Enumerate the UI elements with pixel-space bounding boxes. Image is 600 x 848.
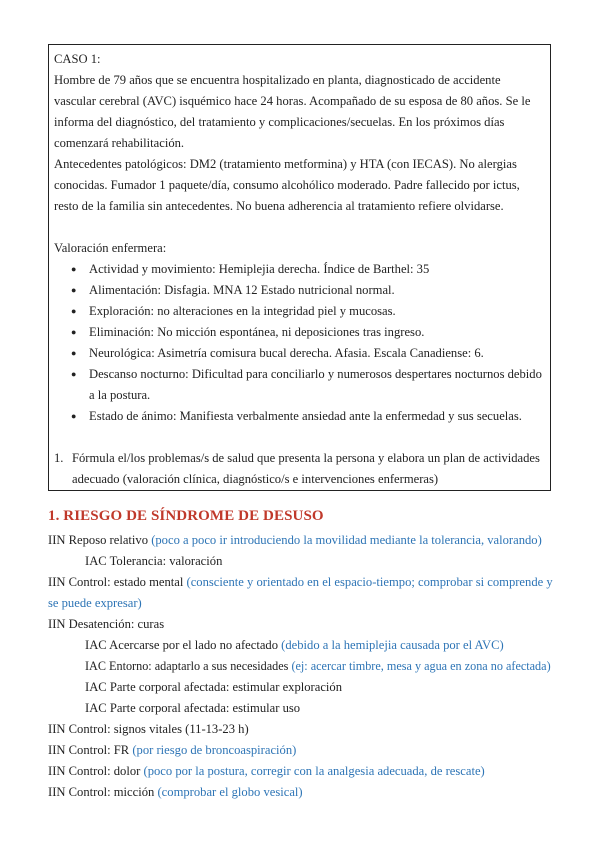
plan-note: (poco por la postura, corregir con la analgesia adecuada, de rescate) bbox=[143, 764, 485, 778]
valoracion-item: ● Alimentación: Disfagia. MNA 12 Estado nutricional normal. bbox=[89, 280, 545, 301]
plan-row bbox=[48, 614, 553, 635]
plan-note: (poco a poco ir introduciendo la movilidad mediante la tolerancia, valorando) bbox=[151, 533, 542, 547]
plan-row bbox=[48, 572, 553, 614]
valoracion-title: Valoración enfermera: bbox=[54, 241, 167, 255]
valoracion-item: ● Descanso nocturno: Dificultad para conciliarlo y numerosos despertares nocturnos debido a la postura. bbox=[89, 364, 545, 406]
plan-note: (ej: acercar timbre, mesa y agua en zona no afectada) bbox=[291, 659, 551, 673]
plan-note: (consciente y orientado en el espacio-tiempo; comprobar si comprende y se puede expresar) bbox=[48, 575, 553, 610]
plan-text: IIN Control: signos vitales (11-13-23 h) bbox=[48, 722, 249, 736]
plan-row bbox=[48, 677, 553, 698]
case-intro: Hombre de 79 años que se encuentra hospitalizado en planta, diagnosticado de accidente vascular cerebral (AVC) isquémico hace 24 horas. Acompañado de su esposa de 80 años. Se le informa del diagnóstico, del tratamiento y complicaciones/secuelas. En los próximos días comenzará rehabilitación. bbox=[54, 73, 531, 150]
plan-row bbox=[48, 761, 553, 782]
question-text: Fórmula el/los problemas/s de salud que presenta la persona y elabora un plan de actividades adecuado (valoración clínica, diagnóstico/s e intervenciones enfermeras) bbox=[72, 451, 540, 486]
plan-note: (debido a la hemiplejia causada por el AVC) bbox=[281, 638, 504, 652]
valoracion-item: ● Actividad y movimiento: Hemiplejia derecha. Índice de Barthel: 35 bbox=[89, 259, 545, 280]
plan-row bbox=[48, 656, 553, 677]
plan-row bbox=[48, 740, 553, 761]
plan-text: IIN Control: estado mental bbox=[48, 575, 187, 589]
plan-text: IAC Acercarse por el lado no afectado bbox=[85, 638, 282, 652]
care-plan bbox=[48, 530, 553, 803]
valoracion-item: ● Neurológica: Asimetría comisura bucal derecha. Afasia. Escala Canadiense: 6. bbox=[89, 343, 545, 364]
case-title: CASO 1: bbox=[54, 52, 101, 66]
plan-text: IAC Tolerancia: valoración bbox=[85, 554, 223, 568]
case-box bbox=[48, 44, 551, 491]
valoracion-item: ● Estado de ánimo: Manifiesta verbalmente ansiedad ante la enfermedad y sus secuelas. bbox=[89, 406, 545, 427]
plan-row bbox=[48, 551, 553, 572]
plan-text: IIN Reposo relativo bbox=[48, 533, 152, 547]
plan-text: IIN Control: dolor bbox=[48, 764, 144, 778]
plan-text: IIN Control: micción bbox=[48, 785, 158, 799]
case-antecedentes: Antecedentes patológicos: DM2 (tratamiento metformina) y HTA (con IECAS). No alergias conocidas. Fumador 1 paquete/día, consumo alcohólico moderado. Padre fallecido por ictus, resto de la familia sin antecedentes. No buena adherencia al tratamiento refiere olvidarse. bbox=[54, 157, 520, 213]
plan-note: (comprobar el globo vesical) bbox=[157, 785, 303, 799]
valoracion-list bbox=[54, 259, 545, 427]
question-number: 1. bbox=[54, 451, 64, 465]
section-heading: 1. RIESGO DE SÍNDROME DE DESUSO bbox=[48, 508, 324, 524]
plan-row bbox=[48, 719, 553, 740]
plan-note: (por riesgo de broncoaspiración) bbox=[132, 743, 297, 757]
plan-text: IIN Control: FR bbox=[48, 743, 133, 757]
plan-row bbox=[48, 782, 553, 803]
question-list bbox=[54, 448, 545, 490]
plan-text: IIN Desatención: curas bbox=[48, 617, 165, 631]
plan-row bbox=[48, 530, 553, 551]
plan-row bbox=[48, 635, 553, 656]
valoracion-item: ● Exploración: no alteraciones en la integridad piel y mucosas. bbox=[89, 301, 545, 322]
plan-text: IAC Entorno: adaptarlo a sus necesidades bbox=[85, 659, 292, 673]
valoracion-item: ● Eliminación: No micción espontánea, ni deposiciones tras ingreso. bbox=[89, 322, 545, 343]
plan-text: IAC Parte corporal afectada: estimular exploración bbox=[85, 680, 343, 694]
plan-row bbox=[48, 698, 553, 719]
plan-text: IAC Parte corporal afectada: estimular uso bbox=[85, 701, 301, 715]
question-item bbox=[54, 448, 545, 490]
